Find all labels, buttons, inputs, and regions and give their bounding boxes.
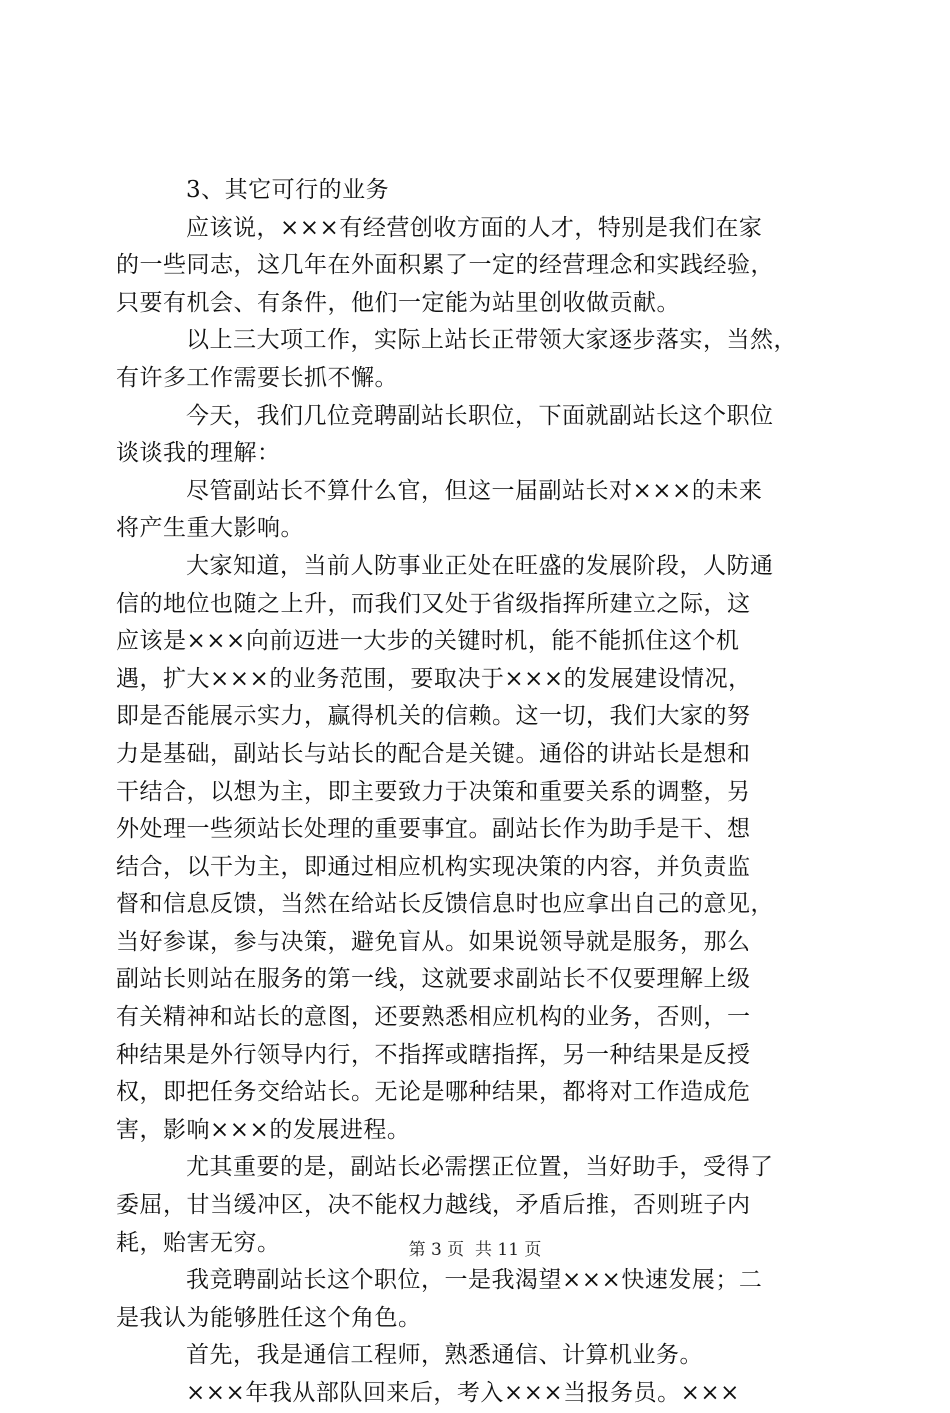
page-footer <box>0 1238 950 1262</box>
text-line: 今天，我们几位竞聘副站长职位，下面就副站长这个职位 <box>186 402 774 429</box>
text-line: 的一些同志，这几年在外面积累了一定的经营理念和实践经验， <box>116 252 774 279</box>
text-line: 大家知道，当前人防事业正处在旺盛的发展阶段，人防通 <box>186 552 774 579</box>
text-line: 尤其重要的是，副站长必需摆正位置，当好助手，受得了 <box>186 1154 774 1181</box>
text-line: 首先，我是通信工程师，熟悉通信、计算机业务。 <box>186 1342 703 1369</box>
text-line: 结合，以干为主，即通过相应机构实现决策的内容，并负责监 <box>116 853 751 880</box>
text-line: 督和信息反馈，当然在给站长反馈信息时也应拿出自己的意见， <box>116 891 774 918</box>
text-line: 是我认为能够胜任这个角色。 <box>116 1304 422 1331</box>
page-number-label: 第 3 页 共 11 页 <box>408 1240 542 1260</box>
text-line: 权，即把任务交给站长。无论是哪种结果，都将对工作造成危 <box>116 1079 751 1106</box>
text-line: 当好参谋，参与决策，避免盲从。如果说领导就是服务，那么 <box>116 928 751 955</box>
document-body <box>116 172 834 1413</box>
text-line: 有许多工作需要长抓不懈。 <box>116 364 398 391</box>
text-line: 外处理一些须站长处理的重要事宜。副站长作为助手是干、想 <box>116 816 751 843</box>
text-line: 有关精神和站长的意图，还要熟悉相应机构的业务，否则，一 <box>116 1004 751 1031</box>
text-line: 将产生重大影响。 <box>116 515 304 542</box>
text-line: 力是基础，副站长与站长的配合是关键。通俗的讲站长是想和 <box>116 740 751 767</box>
text-line: 我竞聘副站长这个职位，一是我渴望×××快速发展；二 <box>186 1267 763 1294</box>
text-line: 尽管副站长不算什么官，但这一届副站长对×××的未来 <box>186 477 763 504</box>
text-line: 3、其它可行的业务 <box>186 177 390 203</box>
text-line: ×××年我从部队回来后，考入×××当报务员。××× <box>186 1380 740 1406</box>
text-line: 谈谈我的理解： <box>116 440 281 467</box>
text-line: 害，影响×××的发展进程。 <box>116 1116 411 1143</box>
text-line: 耗，贻害无穷。 <box>116 1229 281 1256</box>
text-line: 遇，扩大×××的业务范围，要取决于×××的发展建设情况， <box>116 665 752 692</box>
text-line: 干结合，以想为主，即主要致力于决策和重要关系的调整，另 <box>116 778 751 805</box>
text-line: 应该说，×××有经营创收方面的人才，特别是我们在家 <box>186 214 763 241</box>
text-line: 即是否能展示实力，赢得机关的信赖。这一切，我们大家的努 <box>116 703 751 730</box>
text-line: 委屈，甘当缓冲区，决不能权力越线，矛盾后推，否则班子内 <box>116 1192 751 1219</box>
text-line: 信的地位也随之上升，而我们又处于省级指挥所建立之际，这 <box>116 590 751 617</box>
text-line: 应该是×××向前迈进一大步的关键时机，能不能抓住这个机 <box>116 628 740 655</box>
text-line: 以上三大项工作，实际上站长正带领大家逐步落实，当然， <box>186 327 797 354</box>
text-line: 副站长则站在服务的第一线，这就要求副站长不仅要理解上级 <box>116 966 751 993</box>
text-line: 种结果是外行领导内行，不指挥或瞎指挥，另一种结果是反授 <box>116 1041 751 1068</box>
text-line: 只要有机会、有条件，他们一定能为站里创收做贡献。 <box>116 289 680 316</box>
